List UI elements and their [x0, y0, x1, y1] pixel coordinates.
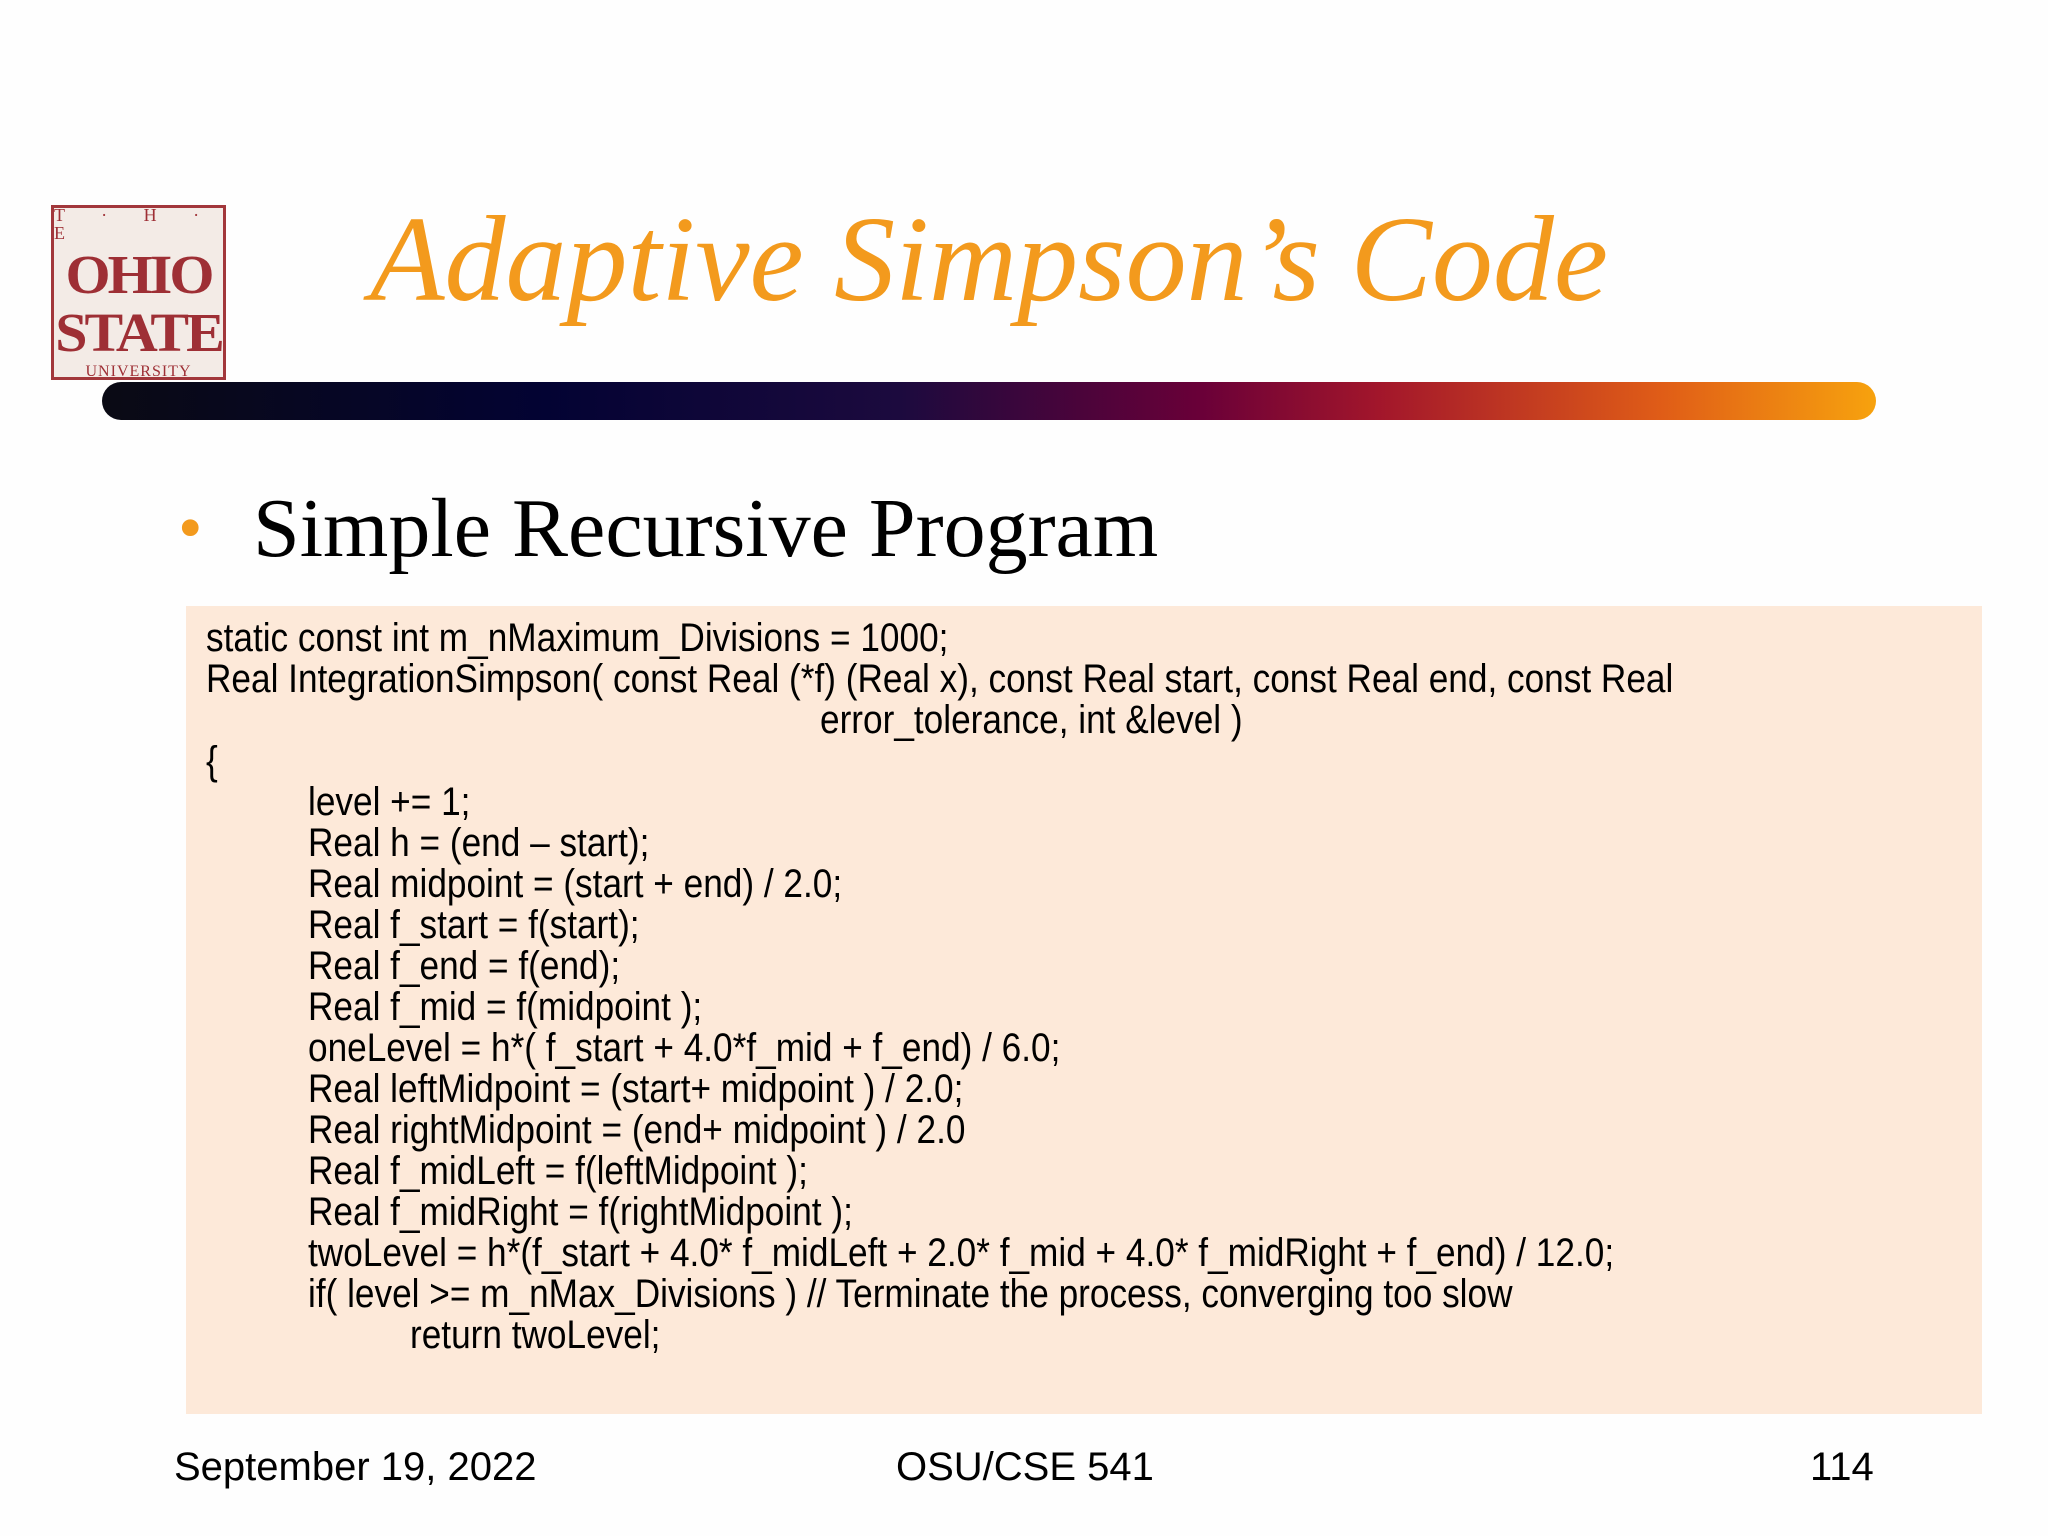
logo-the-text: T · H · E [54, 204, 216, 243]
code-line: static const int m_nMaximum_Divisions = 1000; [206, 616, 949, 660]
bullet-text: Simple Recursive Program [253, 482, 1159, 575]
code-line: error_tolerance, int &level ) [820, 698, 1243, 742]
code-line: twoLevel = h*(f_start + 4.0* f_midLeft + 2.0* f_mid + 4.0* f_midRight + f_end) / 12.0; [308, 1231, 1615, 1275]
code-line: Real f_end = f(end); [308, 944, 621, 988]
bullet-item [178, 480, 1158, 577]
code-line: Real f_mid = f(midpoint ); [308, 985, 703, 1029]
title-divider-bar [102, 382, 1876, 420]
code-line: level += 1; [308, 780, 471, 824]
code-line: oneLevel = h*( f_start + 4.0*f_mid + f_end) / 6.0; [308, 1026, 1061, 1070]
slide-title: Adaptive Simpson’s Code [370, 192, 1608, 327]
code-line: Real leftMidpoint = (start+ midpoint ) / 2.0; [308, 1067, 964, 1111]
logo-university-text: UNIVERSITY [85, 362, 192, 380]
footer-page-number: 114 [1810, 1445, 1874, 1489]
code-line: Real rightMidpoint = (end+ midpoint ) / 2.0 [308, 1108, 966, 1152]
logo-ohio-text: OHIO [65, 243, 212, 305]
logo-state-text: STATE [55, 301, 222, 363]
code-line: Real f_midRight = f(rightMidpoint ); [308, 1190, 853, 1234]
bullet-dot-icon: • [178, 489, 203, 567]
code-line: Real f_start = f(start); [308, 903, 640, 947]
code-line: Real midpoint = (start + end) / 2.0; [308, 862, 843, 906]
footer-course: OSU/CSE 541 [896, 1445, 1154, 1489]
ohio-state-university-logo [51, 205, 226, 380]
code-line: Real IntegrationSimpson( const Real (*f) (Real x), const Real start, const Real end, const Real [206, 657, 1674, 701]
code-line: { [206, 739, 218, 783]
code-block [186, 606, 1982, 1414]
code-line: Real f_midLeft = f(leftMidpoint ); [308, 1149, 808, 1193]
code-line: return twoLevel; [410, 1313, 661, 1357]
code-line: if( level >= m_nMax_Divisions ) // Terminate the process, converging too slow [308, 1272, 1513, 1316]
code-line: Real h = (end – start); [308, 821, 650, 865]
footer-date: September 19, 2022 [174, 1445, 537, 1489]
